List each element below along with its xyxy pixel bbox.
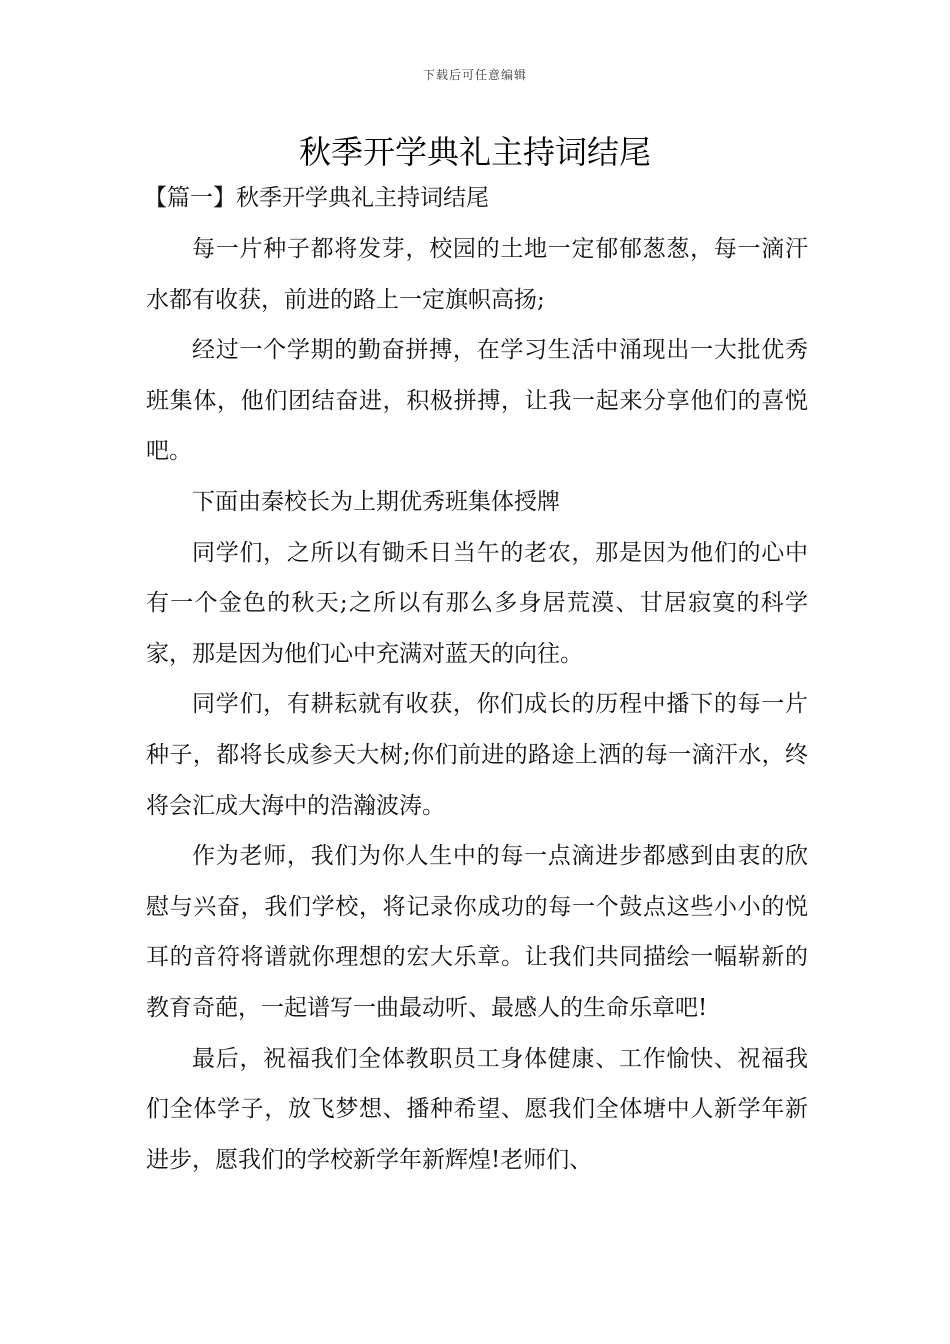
section-heading: 【篇一】秋季开学典礼主持词结尾: [144, 185, 489, 211]
paragraph: 经过一个学期的勤奋拼搏，在学习生活中涌现出一大批优秀班集体，他们团结奋进，积极拼搏，让我一起来分享他们的喜悦吧。: [146, 337, 808, 465]
paragraph: 作为老师，我们为你人生中的每一点滴进步都感到由衷的欣慰与兴奋，我们学校，将记录你成功的每一个鼓点这些小小的悦耳的音符将谱就你理想的宏大乐章。让我们共同描绘一幅崭新的教育奇葩，一起谱写一曲最动听、最感人的生命乐章吧!: [146, 843, 808, 1021]
paragraph: 每一片种子都将发芽，校园的土地一定郁郁葱葱，每一滴汗水都有收获，前进的路上一定旗帜高扬;: [146, 236, 808, 313]
document-body: [146, 224, 808, 1185]
paragraph: 最后，祝福我们全体教职员工身体健康、工作愉快、祝福我们全体学子，放飞梦想、播种希望、愿我们全体塘中人新学年新进步，愿我们的学校新学年新辉煌!老师们、: [146, 1045, 808, 1173]
header-note: 下载后可任意编辑: [422, 68, 527, 82]
document-title: 秋季开学典礼主持词结尾: [298, 133, 651, 171]
paragraph: 同学们，之所以有锄禾日当午的老农，那是因为他们的心中有一个金色的秋天;之所以有那么多身居荒漠、甘居寂寞的科学家，那是因为他们心中充满对蓝天的向往。: [146, 539, 808, 667]
paragraph: 同学们，有耕耘就有收获，你们成长的历程中播下的每一片种子，都将长成参天大树;你们前进的路途上洒的每一滴汗水，终将会汇成大海中的浩瀚波涛。: [146, 691, 808, 819]
paragraph: 下面由秦校长为上期优秀班集体授牌: [192, 488, 560, 515]
